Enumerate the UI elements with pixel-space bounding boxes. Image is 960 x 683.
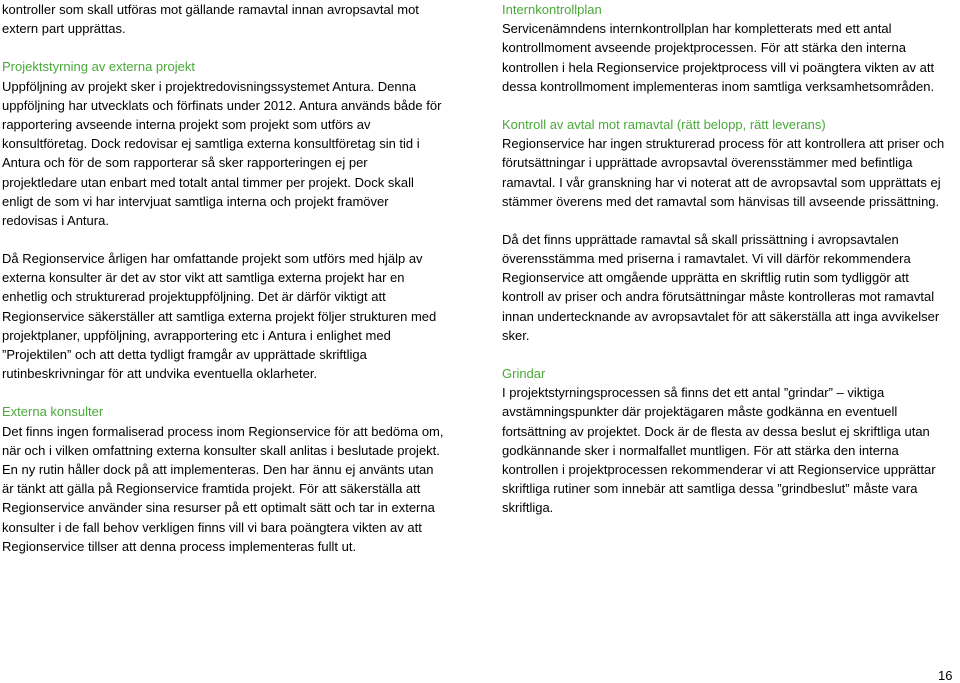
heading-externa-konsulter: Externa konsulter bbox=[2, 404, 104, 420]
text-line: innan undertecknande av avropsavtalet för att säkerställa att inga avvikelser bbox=[502, 308, 940, 324]
paragraph-kontroll-2 bbox=[502, 230, 960, 345]
text-line: uppföljning har utvecklats och förfinats under 2012. Antura används både för bbox=[2, 97, 442, 113]
heading-projektstyrning: Projektstyrning av externa projekt bbox=[2, 59, 195, 75]
left-column bbox=[2, 0, 460, 556]
text-line: kontrollmoment avseende projektprocessen. För att stärka den interna bbox=[502, 40, 906, 56]
text-line: Regionservice har ingen strukturerad process för att kontrollera att priser och bbox=[502, 136, 945, 152]
text-line: rapportering avseende interna projekt som projekt som utförs av bbox=[2, 116, 371, 132]
text-line: rutinbeskrivningar för att undvika eventuella oklarheter. bbox=[2, 366, 318, 382]
paragraph-projektstyrning-1 bbox=[2, 77, 460, 231]
text-line: stämmer överens med det ramavtal som hänvisas till avseende prissättning. bbox=[502, 193, 940, 209]
paragraph-projektstyrning-2 bbox=[2, 249, 460, 383]
text-line: I projektstyrningsprocessen så finns det ett antal ”grindar” – viktiga bbox=[502, 385, 885, 401]
text-line: kontroller som skall utföras mot gällande ramavtal innan avropsavtal mot bbox=[2, 2, 419, 17]
text-line: skriftliga rutiner som innebär att samtliga dessa ”grindbeslut” måste vara bbox=[502, 481, 918, 497]
heading-kontroll-av-avtal: Kontroll av avtal mot ramavtal (rätt belopp, rätt leverans) bbox=[502, 116, 826, 132]
text-line: avstämningspunkter där projektägaren måste godkänna en eventuell bbox=[502, 404, 898, 420]
text-line: kontroll av priser och andra förutsättningar måste kontrolleras mot ramavtal bbox=[502, 289, 935, 305]
text-line: projektledare utan enbart med totalt antal timmer per projekt. Dock skall bbox=[2, 174, 414, 190]
text-line: Regionservice säkerställer att samtliga externa projekt följer strukturen med bbox=[2, 308, 437, 324]
text-line: fortsättning av projektet. Dock är de flesta av dessa beslut ej skriftliga utan bbox=[502, 423, 930, 439]
text-line: skriftliga. bbox=[502, 500, 554, 516]
text-line: externa konsulter är det av stor vikt att samtliga externa projekt har en bbox=[2, 270, 405, 286]
text-line: Antura och för de som rapporterar så sker rapporteringen ej per bbox=[2, 155, 368, 171]
text-line: ”Projektilen” och att detta tydligt framgår av upprättade skriftliga bbox=[2, 347, 367, 362]
text-line: kontrollen i projektprocessen rekommenderar vi att Regionservice upprättar bbox=[502, 461, 936, 477]
text-line: överensstämma med priserna i ramavtalet. Vi vill därför rekommendera bbox=[502, 251, 911, 267]
text-line: Regionservice använder sina resurser på ett optimalt sätt och tar in externa bbox=[2, 500, 435, 516]
page-number: 16 bbox=[938, 668, 953, 683]
text-line: godkännande sker i normalfallet muntligen. För att stärka den interna bbox=[502, 442, 899, 458]
text-line: Regionservice att omgående upprätta en skriftlig rutin som tydliggör att bbox=[502, 270, 909, 286]
paragraph-grindar bbox=[502, 383, 960, 517]
text-line: projektplaner, uppföljning, avrapportering etc i Antura i enlighet med bbox=[2, 327, 391, 343]
paragraph-internkontrollplan bbox=[502, 19, 960, 96]
text-line: Då Regionservice årligen har omfattande projekt som utförs med hjälp av bbox=[2, 251, 423, 267]
text-line: konsultföretag. Dock redovisar ej samtliga externa konsultföretag sin tid i bbox=[2, 136, 420, 152]
paragraph-externa-konsulter bbox=[2, 422, 460, 556]
heading-internkontrollplan: Internkontrollplan bbox=[502, 2, 602, 17]
text-line: är tänkt att gälla på Regionservice framtida projekt. För att säkerställa att bbox=[2, 481, 421, 497]
text-line: förutsättningar i upprättade avropsavtal överensstämmer med befintliga bbox=[502, 155, 913, 171]
text-line: Då det finns upprättade ramavtal så skall prissättning i avropsavtalen bbox=[502, 231, 899, 247]
intro-paragraph bbox=[2, 0, 460, 38]
text-line: sker. bbox=[502, 327, 530, 343]
heading-grindar: Grindar bbox=[502, 366, 546, 381]
text-line: Det finns ingen formaliserad process inom Regionservice för att bedöma om, bbox=[2, 423, 444, 439]
text-line: kontrollen i hela Regionservice projektprocess vill vi poängtera vikten av att bbox=[502, 59, 935, 75]
right-column bbox=[502, 0, 960, 518]
text-line: Regionservice tillser att denna process implementeras fullt ut. bbox=[2, 538, 357, 554]
text-line: Servicenämndens internkontrollplan har kompletterats med ett antal bbox=[502, 21, 892, 37]
text-line: redovisas i Antura. bbox=[2, 212, 109, 228]
text-line: dessa kontrollmoment implementeras inom samtliga verksamhetsområden. bbox=[502, 78, 935, 94]
text-line: enhetlig och strukturerad projektuppföljning. Det är därför viktigt att bbox=[2, 289, 386, 305]
text-line: extern part upprättas. bbox=[2, 21, 126, 37]
text-line: konsulter i de fall behov verkligen finns vill vi bara poängtera vikten av att bbox=[2, 519, 422, 535]
text-line: Uppföljning av projekt sker i projektredovisningssystemet Antura. Denna bbox=[2, 78, 417, 94]
text-line: En ny rutin håller dock på att implementeras. Den har ännu ej använts utan bbox=[2, 461, 434, 477]
paragraph-kontroll-1 bbox=[502, 134, 960, 211]
text-line: ramavtal. I vår granskning har vi noterat att de avropsavtal som upprättats ej bbox=[502, 174, 941, 190]
text-line: enligt de som vi har intervjuat samtliga interna och projekt framöver bbox=[2, 193, 389, 209]
text-line: när och i vilken omfattning externa konsulter skall anlitas i beslutade projekt. bbox=[2, 442, 440, 458]
